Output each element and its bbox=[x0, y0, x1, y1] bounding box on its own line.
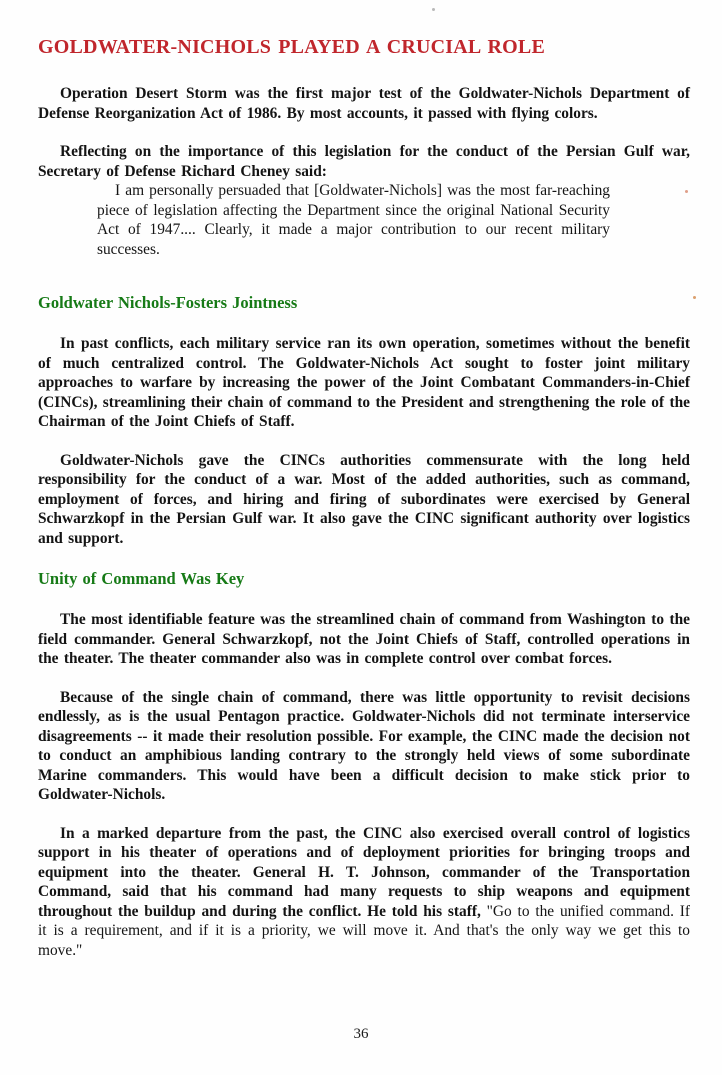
jointness-paragraph-1: In past conflicts, each military service ran its own operation, sometimes without the benefit of much centralized control. The Goldwater-Nichols Act sought to foster joint military approaches to warfare by increasing the power of the Joint Combatant Commanders-in-Chief (CINCs), streamlining their chain of command to the President and strengthening the role of the Chairman of the Joint Chiefs of Staff. bbox=[38, 335, 690, 430]
unity-paragraph-3 bbox=[38, 824, 690, 961]
scan-speck bbox=[693, 296, 696, 299]
intro-paragraph-2: Reflecting on the importance of this legislation for the conduct of the Persian Gulf war, Secretary of Defense Richard Cheney said: bbox=[38, 143, 690, 180]
jointness-paragraph-2: Goldwater-Nichols gave the CINCs authorities commensurate with the long held responsibility for the conduct of a war. Most of the added authorities, such as command, employment of forces, and hiring and firing of subordinates were exercised by General Schwarzkopf in the Persian Gulf war. It also gave the CINC significant authority over logistics and support. bbox=[38, 451, 690, 547]
page-title: GOLDWATER-NICHOLS PLAYED A CRUCIAL ROLE bbox=[38, 36, 546, 58]
unity-paragraph-3-bold-text: In a marked departure from the past, the CINC also exercised overall control of logistics support in his theater of operations and of deployment priorities for bringing troops and equipment into the theater. General H. T. Johnson, commander of the Transportation Command, said that his command had many requests to ship weapons and equipment throughout the buildup and during the conflict. He told his staff, bbox=[38, 824, 690, 920]
unity-paragraph-3-quote-text: "Go to the unified command. If it is a requirement, and if it is a priority, we will move it. And that's the only way we get this to move." bbox=[38, 902, 690, 959]
cheney-block-quote: I am personally persuaded that [Goldwater-Nichols] was the most far-reaching piece of legislation affecting the Department since the original National Security Act of 1947.... Clearly, it made a major contribution to our recent military successes. bbox=[97, 182, 610, 258]
unity-paragraph-2: Because of the single chain of command, there was little opportunity to revisit decisions endlessly, as is the usual Pentagon practice. Goldwater-Nichols did not terminate interservice disagreements -- it made their resolution possible. For example, the CINC made the decision not to conduct an amphibious landing contrary to the strongly held views of some subordinate Marine commanders. This would have been a difficult decision to make stick prior to Goldwater-Nichols. bbox=[38, 688, 690, 803]
unity-paragraph-1: The most identifiable feature was the streamlined chain of command from Washington to the field commander. General Schwarzkopf, not the Joint Chiefs of Staff, controlled operations in the theater. The theater commander also was in complete control over combat forces. bbox=[38, 611, 690, 667]
scan-speck bbox=[685, 190, 688, 193]
section-heading-unity: Unity of Command Was Key bbox=[38, 569, 245, 588]
scan-speck bbox=[432, 8, 435, 11]
section-heading-jointness: Goldwater Nichols-Fosters Jointness bbox=[38, 293, 298, 312]
intro-paragraph-1: Operation Desert Storm was the first major test of the Goldwater-Nichols Department of Defense Reorganization Act of 1986. By most accounts, it passed with flying colors. bbox=[38, 85, 690, 122]
page-number: 36 bbox=[353, 1026, 369, 1042]
